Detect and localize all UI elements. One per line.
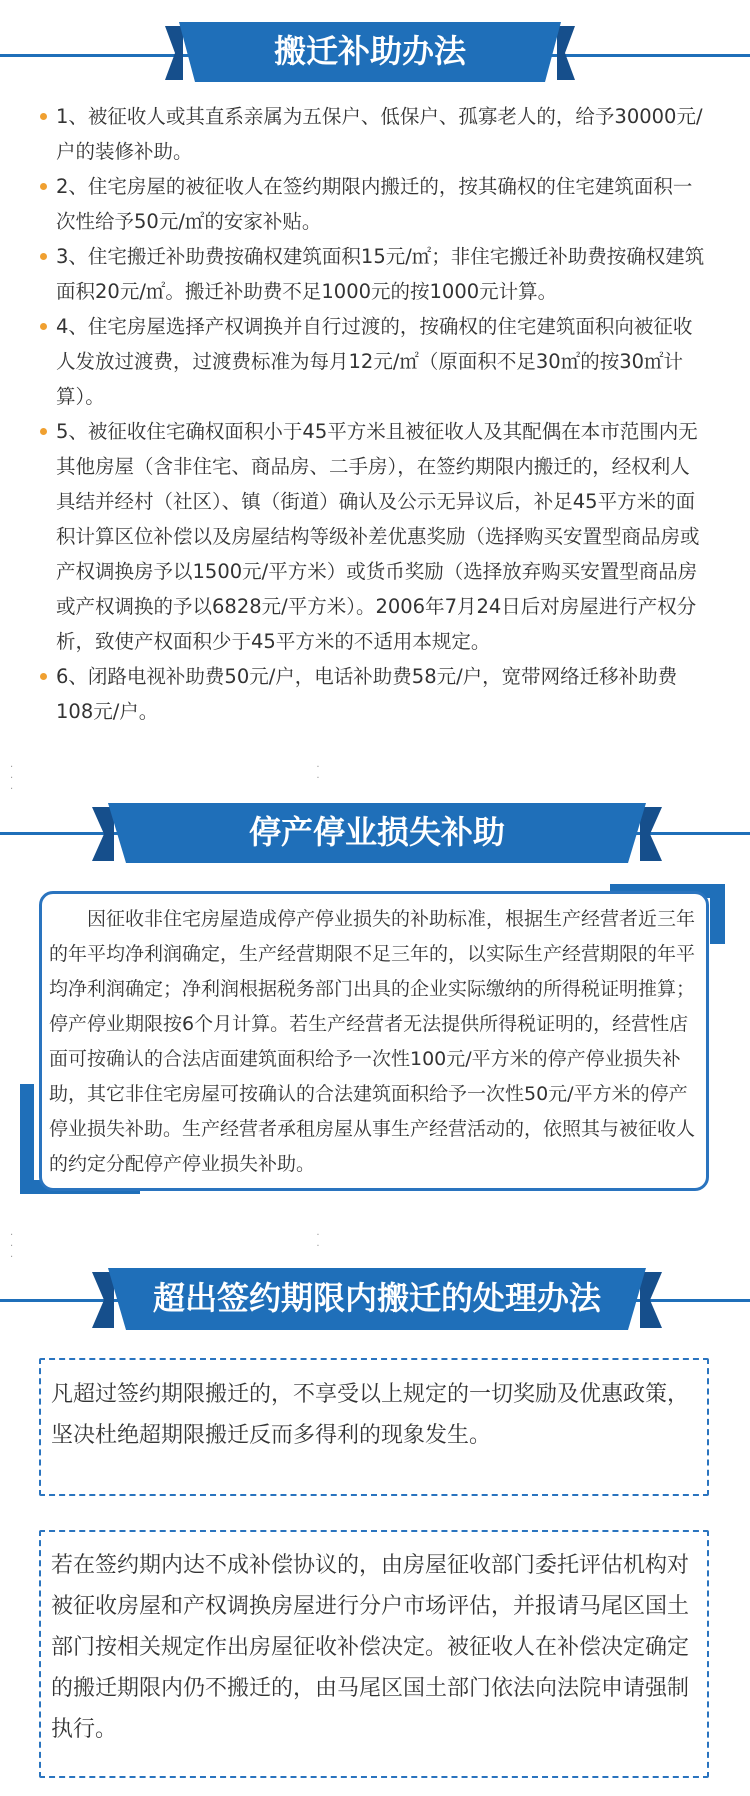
list-item: 2、住宅房屋的被征收人在签约期限内搬迁的，按其确权的住宅建筑面积一次性给予50元/㎡的安家补贴。 xyxy=(38,169,706,239)
list-item: 6、闭路电视补助费50元/户，电话补助费58元/户，宽带网络迁移补助费108元/户。 xyxy=(38,659,706,729)
overdue-paragraph-2: 若在签约期内达不成补偿协议的，由房屋征收部门委托评估机构对被征收房屋和产权调换房屋进行分户市场评估，并报请马尾区国土部门按相关规定作出房屋征收补偿决定。被征收人在补偿决定确定的搬迁期限内仍不搬迁的，由马尾区国土部门依法向法院申请强制执行。 xyxy=(51,1553,690,1742)
section-banner-overdue xyxy=(92,1268,662,1332)
section-title: 搬迁补助办法 xyxy=(273,32,466,70)
section-title: 停产停业损失补助 xyxy=(248,813,505,851)
subsidy-list xyxy=(38,99,706,729)
list-item: 3、住宅搬迁补助费按确权建筑面积15元/㎡；非住宅搬迁补助费按确权建筑面积20元/㎡。搬迁补助费不足1000元的按1000元计算。 xyxy=(38,239,706,309)
section-banner-business-loss xyxy=(92,803,662,865)
bullet-dot-icon xyxy=(40,428,47,435)
list-item: 1、被征收人或其直系亲属为五保户、低保户、孤寡老人的，给予30000元/户的装修补助。 xyxy=(38,99,706,169)
bullet-dot-icon xyxy=(40,183,47,190)
decorative-dots: · · · · · xyxy=(10,1230,470,1263)
overdue-paragraph-1: 凡超过签约期限搬迁的，不享受以上规定的一切奖励及优惠政策，坚决杜绝超期限搬迁反而多得利的现象发生。 xyxy=(51,1382,690,1448)
section-title: 超出签约期限内搬迁的处理办法 xyxy=(152,1279,601,1317)
list-item: 5、被征收住宅确权面积小于45平方米且被征收人及其配偶在本市范围内无其他房屋（含非住宅、商品房、二手房），在签约期限内搬迁的，经权利人具结并经村（社区）、镇（街道）确认及公示无异议后，补足45平方米的面积计算区位补偿以及房屋结构等级补差优惠奖励（选择购买安置型商品房或产权调换房予以1500元/平方米）或货币奖励（选择放弃购买安置型商品房或产权调换的予以6828元/平方米）。2006年7月24日后对房屋进行产权分析，致使产权面积少于45平方米的不适用本规定。 xyxy=(38,414,706,659)
section-banner-relocation xyxy=(165,22,575,84)
bullet-dot-icon xyxy=(40,113,47,120)
bullet-dot-icon xyxy=(40,673,47,680)
bullet-dot-icon xyxy=(40,323,47,330)
decorative-dots: · · · · · xyxy=(10,762,470,795)
business-loss-text: 因征收非住宅房屋造成停产停业损失的补助标准，根据生产经营者近三年的年平均净利润确定，生产经营期限不足三年的，以实际生产经营期限的年平均净利润确定；净利润根据税务部门出具的企业实际缴纳的所得税证明推算；停产停业期限按6个月计算。若生产经营者无法提供所得税证明的，经营性店面可按确认的合法店面建筑面积给予一次性100元/平方米的停产停业损失补助，其它非住宅房屋可按确认的合法建筑面积给予一次性50元/平方米的停产停业损失补助。生产经营者承租房屋从事生产经营活动的，依照其与被征收人的约定分配停产停业损失补助。 xyxy=(49,908,696,1175)
bullet-dot-icon xyxy=(40,253,47,260)
list-item: 4、住宅房屋选择产权调换并自行过渡的，按确权的住宅建筑面积向被征收人发放过渡费，过渡费标准为每月12元/㎡（原面积不足30㎡的按30㎡计算）。 xyxy=(38,309,706,414)
